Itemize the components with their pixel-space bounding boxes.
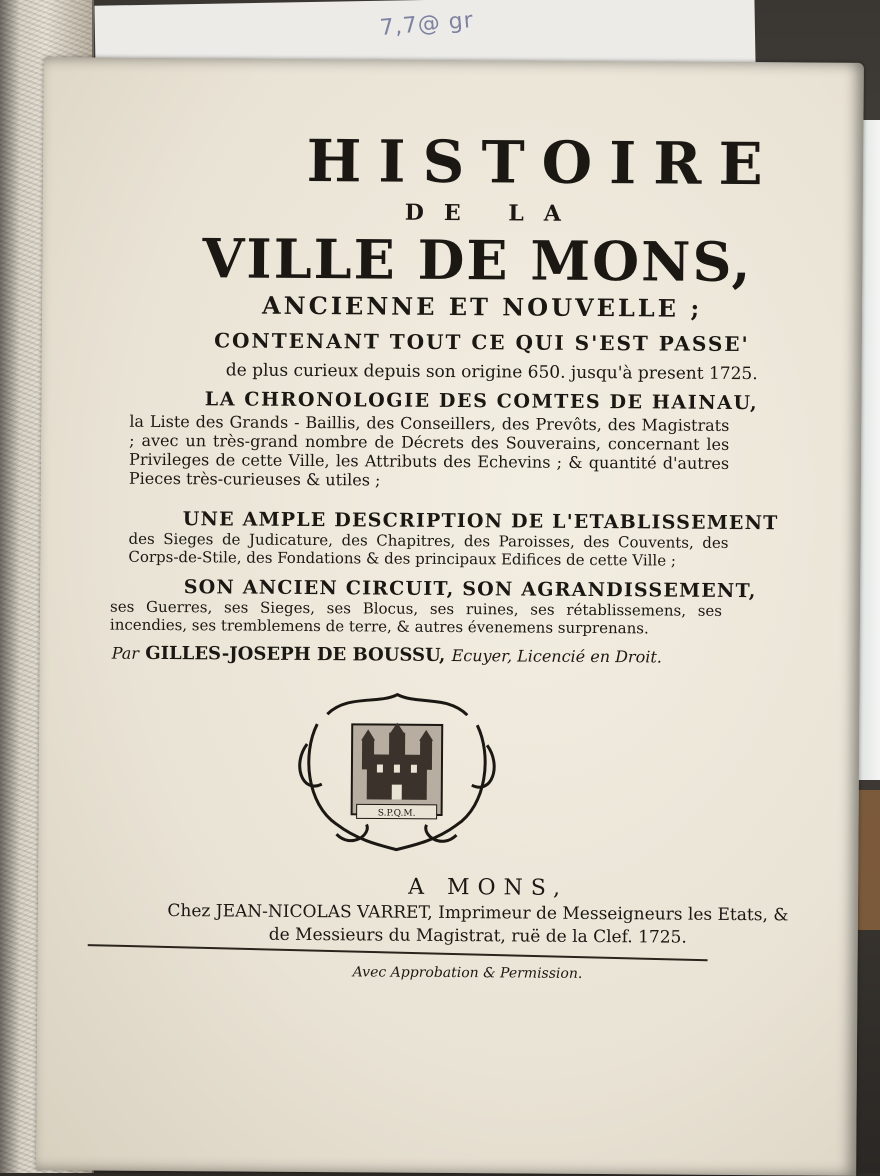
frontispiece-shadow (0, 0, 20, 1173)
handwritten-note: 7,7@ gr (378, 7, 475, 42)
title-page (36, 57, 864, 1176)
author-title: Ecuyer, Licencié en Droit. (451, 646, 662, 667)
ample-heading: UNE AMPLE DESCRIPTION DE L'ETABLISSEMENT (182, 508, 779, 535)
book-title: HISTOIRE (306, 126, 780, 199)
city-crest-icon (296, 684, 497, 855)
ancienne-line: ANCIENNE ET NOUVELLE ; (261, 290, 703, 323)
place-line: A MONS, (408, 874, 569, 901)
circuit-heading: SON ANCIEN CIRCUIT, SON AGRANDISSEMENT, (183, 576, 757, 603)
crest-motto: S.P.Q.M. (377, 808, 416, 819)
curieux-line: de plus curieux depuis son origine 650. jusqu'à present 1725. (225, 360, 758, 385)
publisher-line-2: de Messieurs du Magistrat, ruë de la Clef. 1725. (268, 924, 687, 948)
title-connector: DE LA (404, 199, 581, 227)
circuit-text: ses Guerres, ses Sieges, ses Blocus, ses ruines, ses rétablissemens, ses incendies, ses tremblemens de terre, & autres évenemens surprenans. (109, 597, 723, 638)
author-prefix: Par (111, 643, 140, 663)
contenant-line: CONTENANT TOUT CE QUI S'EST PASSE' (214, 328, 750, 357)
ample-text: des Sieges de Judicature, des Chapitres, des Paroisses, des Couvents, des Corps-de-Stile, des Fondations & des principaux Edifices de cette Ville ; (128, 529, 729, 570)
author-line (112, 643, 752, 668)
approbation-line: Avec Approbation & Permission. (352, 964, 583, 982)
publisher-line-1: Chez JEAN-NICOLAS VARRET, Imprimeur de Messeigneurs les Etats, & (167, 901, 789, 926)
author-name: GILLES-JOSEPH DE BOUSSU, (145, 642, 446, 666)
chronologie-heading: LA CHRONOLOGIE DES COMTES DE HAINAU, (204, 388, 759, 415)
chronologie-text: la Liste des Grands - Baillis, des Conseillers, des Prevôts, des Magistrats ; avec un très-grand nombre de Décrets des Souverains, concernant les Privileges de cette Ville, les Attributs des Echevins ; & quantité d'autres Pieces très-curieuses & utiles ; (128, 411, 730, 490)
book-subtitle: VILLE DE MONS, (202, 226, 753, 295)
